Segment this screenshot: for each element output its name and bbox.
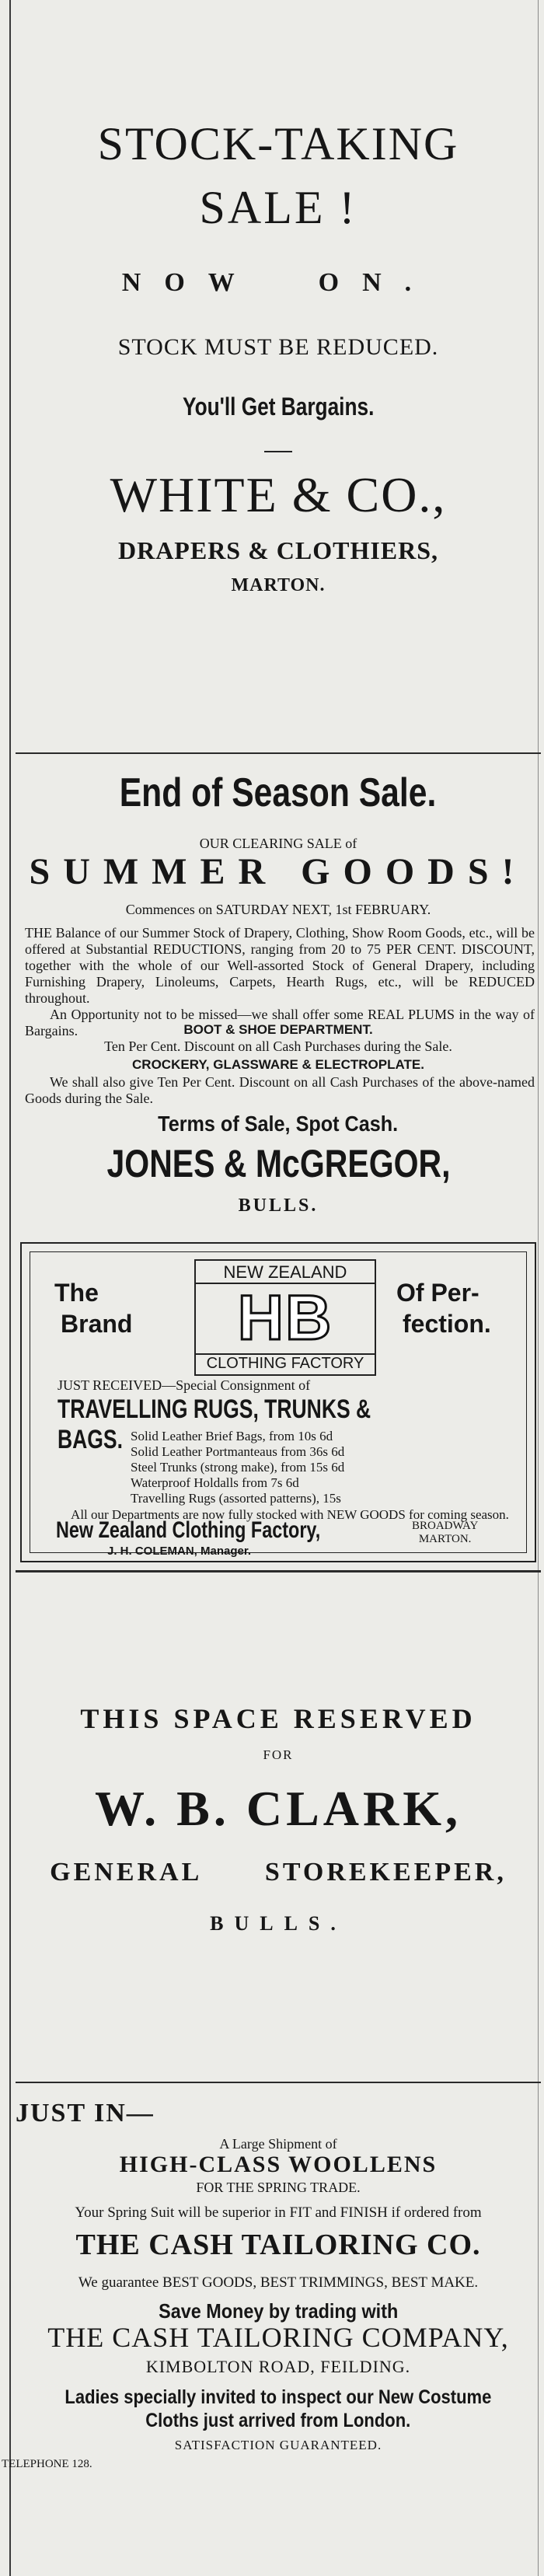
ad5-spring: FOR THE SPRING TRADE. (196, 2180, 361, 2195)
ad3-manager: J. H. COLEMAN, Manager. (107, 1545, 252, 1558)
ad3-stocked: All our Departments are now fully stocked with NEW GOODS for coming season. (71, 1507, 509, 1522)
ad2-commences: Commences on SATURDAY NEXT, 1st FEBRUARY. (125, 902, 431, 917)
advertisement-column (2, 0, 541, 2576)
rule-3 (16, 2082, 541, 2083)
ad5-firm: THE CASH TAILORING CO. (75, 2229, 481, 2261)
ad5-satisfaction: SATISFACTION GUARANTEED. (174, 2438, 382, 2452)
logo-factory-label: CLOTHING FACTORY (196, 1353, 375, 1373)
ad5-shipment: A Large Shipment of (219, 2136, 337, 2152)
ad3-item: Waterproof Holdalls from 7s 6d (131, 1475, 299, 1490)
ad2-summer-goods: SUMMER GOODS! (29, 851, 528, 892)
ad5-suit: Your Spring Suit will be superior in FIT and FINISH if ordered from (75, 2204, 482, 2221)
white-co-ad (16, 117, 541, 622)
ad1-firm-name: WHITE & CO., (110, 467, 447, 522)
ad3-address-1: BROADWAY (412, 1520, 479, 1532)
ad3-address-2: MARTON. (418, 1533, 472, 1545)
ad1-headline-1: STOCK-TAKING (97, 118, 459, 169)
ad5-just-in: JUST IN— (16, 2099, 155, 2127)
ad2-crockery-heading: CROCKERY, GLASSWARE & ELECTROPLATE. (132, 1057, 424, 1072)
ad1-divider (264, 451, 292, 452)
ad1-town: MARTON. (231, 575, 326, 595)
ad2-town: BULLS. (238, 1196, 319, 1216)
ad3-item: Travelling Rugs (assorted patterns), 15s (131, 1491, 341, 1506)
ad3-item: Solid Leather Brief Bags, from 10s 6d (131, 1429, 333, 1443)
ad5-road: KIMBOLTON ROAD, FEILDING. (145, 2357, 411, 2376)
ad3-address (412, 1520, 478, 1546)
ad1-stock-reduced: STOCK MUST BE REDUCED. (117, 334, 439, 360)
hb-brand-logo (194, 1259, 376, 1376)
jones-mcgregor-ad (16, 770, 541, 1236)
nz-clothing-factory-ad (20, 1242, 536, 1562)
wb-clark-ad (16, 1702, 541, 1959)
ad3-item: Solid Leather Portmanteaus from 36s 6d (131, 1444, 345, 1459)
ad2-firm-name: JONES & McGREGOR, (106, 1142, 450, 1185)
ad3-just-received: JUST RECEIVED—Special Consignment of (58, 1377, 311, 1393)
ad3-item: Steel Trunks (strong make), from 15s 6d (131, 1460, 345, 1475)
ad3-of-per: Of Per- (396, 1279, 479, 1307)
ad5-company: THE CASH TAILORING COMPANY, (47, 2322, 509, 2353)
ad4-trade: GENERAL STOREKEEPER, (50, 1858, 507, 1887)
ad2-clearing: OUR CLEARING SALE of (199, 836, 357, 851)
rule-2 (16, 1570, 541, 1572)
ad4-town: BULLS. (210, 1912, 347, 1935)
ad3-brand: Brand (61, 1310, 133, 1338)
ad4-name: W. B. CLARK, (95, 1781, 462, 1836)
logo-nz-label: NEW ZEALAND (196, 1262, 375, 1284)
ad4-for: FOR (263, 1747, 294, 1762)
ad2-crockery-text: We shall also give Ten Per Cent. Discount on all Cash Purchases of the above-named Goods during the Sale. (25, 1074, 535, 1106)
ad3-factory: New Zealand Clothing Factory, (56, 1517, 321, 1543)
ad3-headline: TRAVELLING RUGS, TRUNKS & BAGS. (58, 1394, 371, 1454)
cash-tailoring-ad (2, 2099, 541, 2573)
ad1-bargains: You'll Get Bargains. (182, 393, 375, 421)
ad5-ladies-1: Ladies specially invited to inspect our New Costume (65, 2386, 492, 2408)
rule-1 (16, 752, 541, 754)
ad1-headline-2: SALE ! (199, 182, 357, 233)
hb-monogram: HB (237, 1283, 333, 1353)
ad5-guarantee: We guarantee BEST GOODS, BEST TRIMMINGS, BEST MAKE. (78, 2274, 479, 2291)
ad3-the: The (54, 1279, 99, 1307)
ad5-telephone: TELEPHONE 128. (2, 2458, 92, 2470)
ad1-trade: DRAPERS & CLOTHIERS, (117, 536, 439, 564)
ad5-save: Save Money by trading with (158, 2299, 399, 2323)
ad2-title: End of Season Sale. (120, 770, 437, 815)
ad2-boot-heading: BOOT & SHOE DEPARTMENT. (183, 1022, 373, 1037)
ad4-reserved: THIS SPACE RESERVED (80, 1703, 476, 1734)
ad2-paragraph-1: THE Balance of our Summer Stock of Drapery, Clothing, Show Room Goods, etc., will be offered at Substantial REDUCTIONS, ranging from 20 to 75 PER CENT. DISCOUNT, together with the whole of our Well-assorted Stock of General Drapery, including Furnishing Drapery, Linoleums, Carpets, Hearth Rugs, etc., will be REDUCED throughout. (25, 925, 535, 1006)
ad1-now-on: NOW ON. (121, 268, 435, 297)
ad2-paragraph-2: An Opportunity not to be missed—we shall offer some REAL PLUMS in the way of Bargains. (25, 1007, 535, 1038)
ad3-item-list (131, 1429, 344, 1506)
ad2-boot-text: Ten Per Cent. Discount on all Cash Purchases during the Sale. (104, 1038, 452, 1054)
ad2-terms: Terms of Sale, Spot Cash. (158, 1112, 399, 1136)
ad3-fection: fection. (403, 1310, 491, 1338)
ad5-ladies-2: Cloths just arrived from London. (145, 2410, 411, 2431)
left-column-rule (9, 0, 11, 2576)
ad5-woollens: HIGH-CLASS WOOLLENS (119, 2152, 438, 2177)
